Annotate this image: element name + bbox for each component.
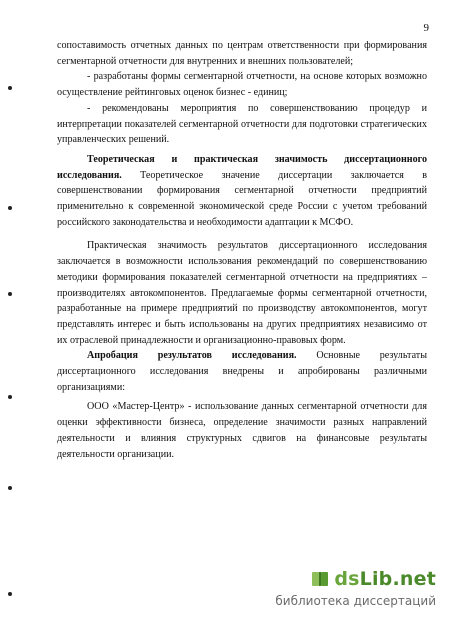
page-number: 9 xyxy=(423,22,429,34)
paragraph-6-text: Основные результаты диссертационного исследования внедрены и апробированы различными организациями: xyxy=(57,350,427,393)
book-icon xyxy=(310,569,330,589)
paragraph-4 xyxy=(57,152,427,231)
margin-dot xyxy=(8,292,12,296)
watermark-tagline: библиотека диссертаций xyxy=(275,594,436,608)
watermark-name: dsLib.net xyxy=(334,568,436,590)
watermark-logo xyxy=(310,566,436,592)
paragraph-2: - разработаны формы сегментарной отчетности, на основе которых возможно осуществление рейтинговых оценок бизнес - единиц; xyxy=(57,71,427,99)
paragraph-6 xyxy=(57,348,427,395)
paragraph-7: ООО «Мастер-Центр» - использование данных сегментарной отчетности для оценки эффективности бизнеса, определение значимости разных направлений деятельности и влияния структурных сдвигов на финансовые результаты деятельности организации. xyxy=(57,401,427,460)
paragraph-1: сопоставимость отчетных данных по центрам ответственности при формирования сегментарной отчетности для внутренних и внешних пользователей; xyxy=(57,40,427,67)
paragraph-4-text: Теоретическое значение диссертации заключается в совершенствовании формирования сегментарной отчетности предприятий применительно к современной экономической среде России с учетом требований российского законодательства и необходимости адаптации к МСФО. xyxy=(57,169,427,228)
paragraph-6-heading: Апробация результатов исследования. xyxy=(87,350,297,362)
margin-dot xyxy=(8,206,12,210)
document-body xyxy=(57,38,427,462)
watermark xyxy=(246,566,436,612)
margin-dot xyxy=(8,86,12,90)
margin-dot xyxy=(8,486,12,490)
paragraph-3: - рекомендованы мероприятия по совершенствованию процедур и интерпретации показателей сегментарной отчетности для подготовки стратегических управленческих решений. xyxy=(57,102,427,146)
margin-dot xyxy=(8,395,12,399)
paragraph-5: Практическая значимость результатов диссертационного исследования заключается в возможности использования рекомендаций по совершенствованию методики формирования показателей сегментарной отчетности на предприятиях – производителях автокомпонентов. Предлагаемые формы сегментарной отчетности, разработанные на примере предприятий по производству автокомпонентов, могут представлять интерес и быть использованы на других предприятиях независимо от их отраслевой принадлежности и организационно-правовых форм. xyxy=(57,240,427,346)
paragraph-4-heading: Теоретическая и практическая значимость диссертационного исследования. xyxy=(57,153,427,181)
margin-dot xyxy=(8,592,12,596)
